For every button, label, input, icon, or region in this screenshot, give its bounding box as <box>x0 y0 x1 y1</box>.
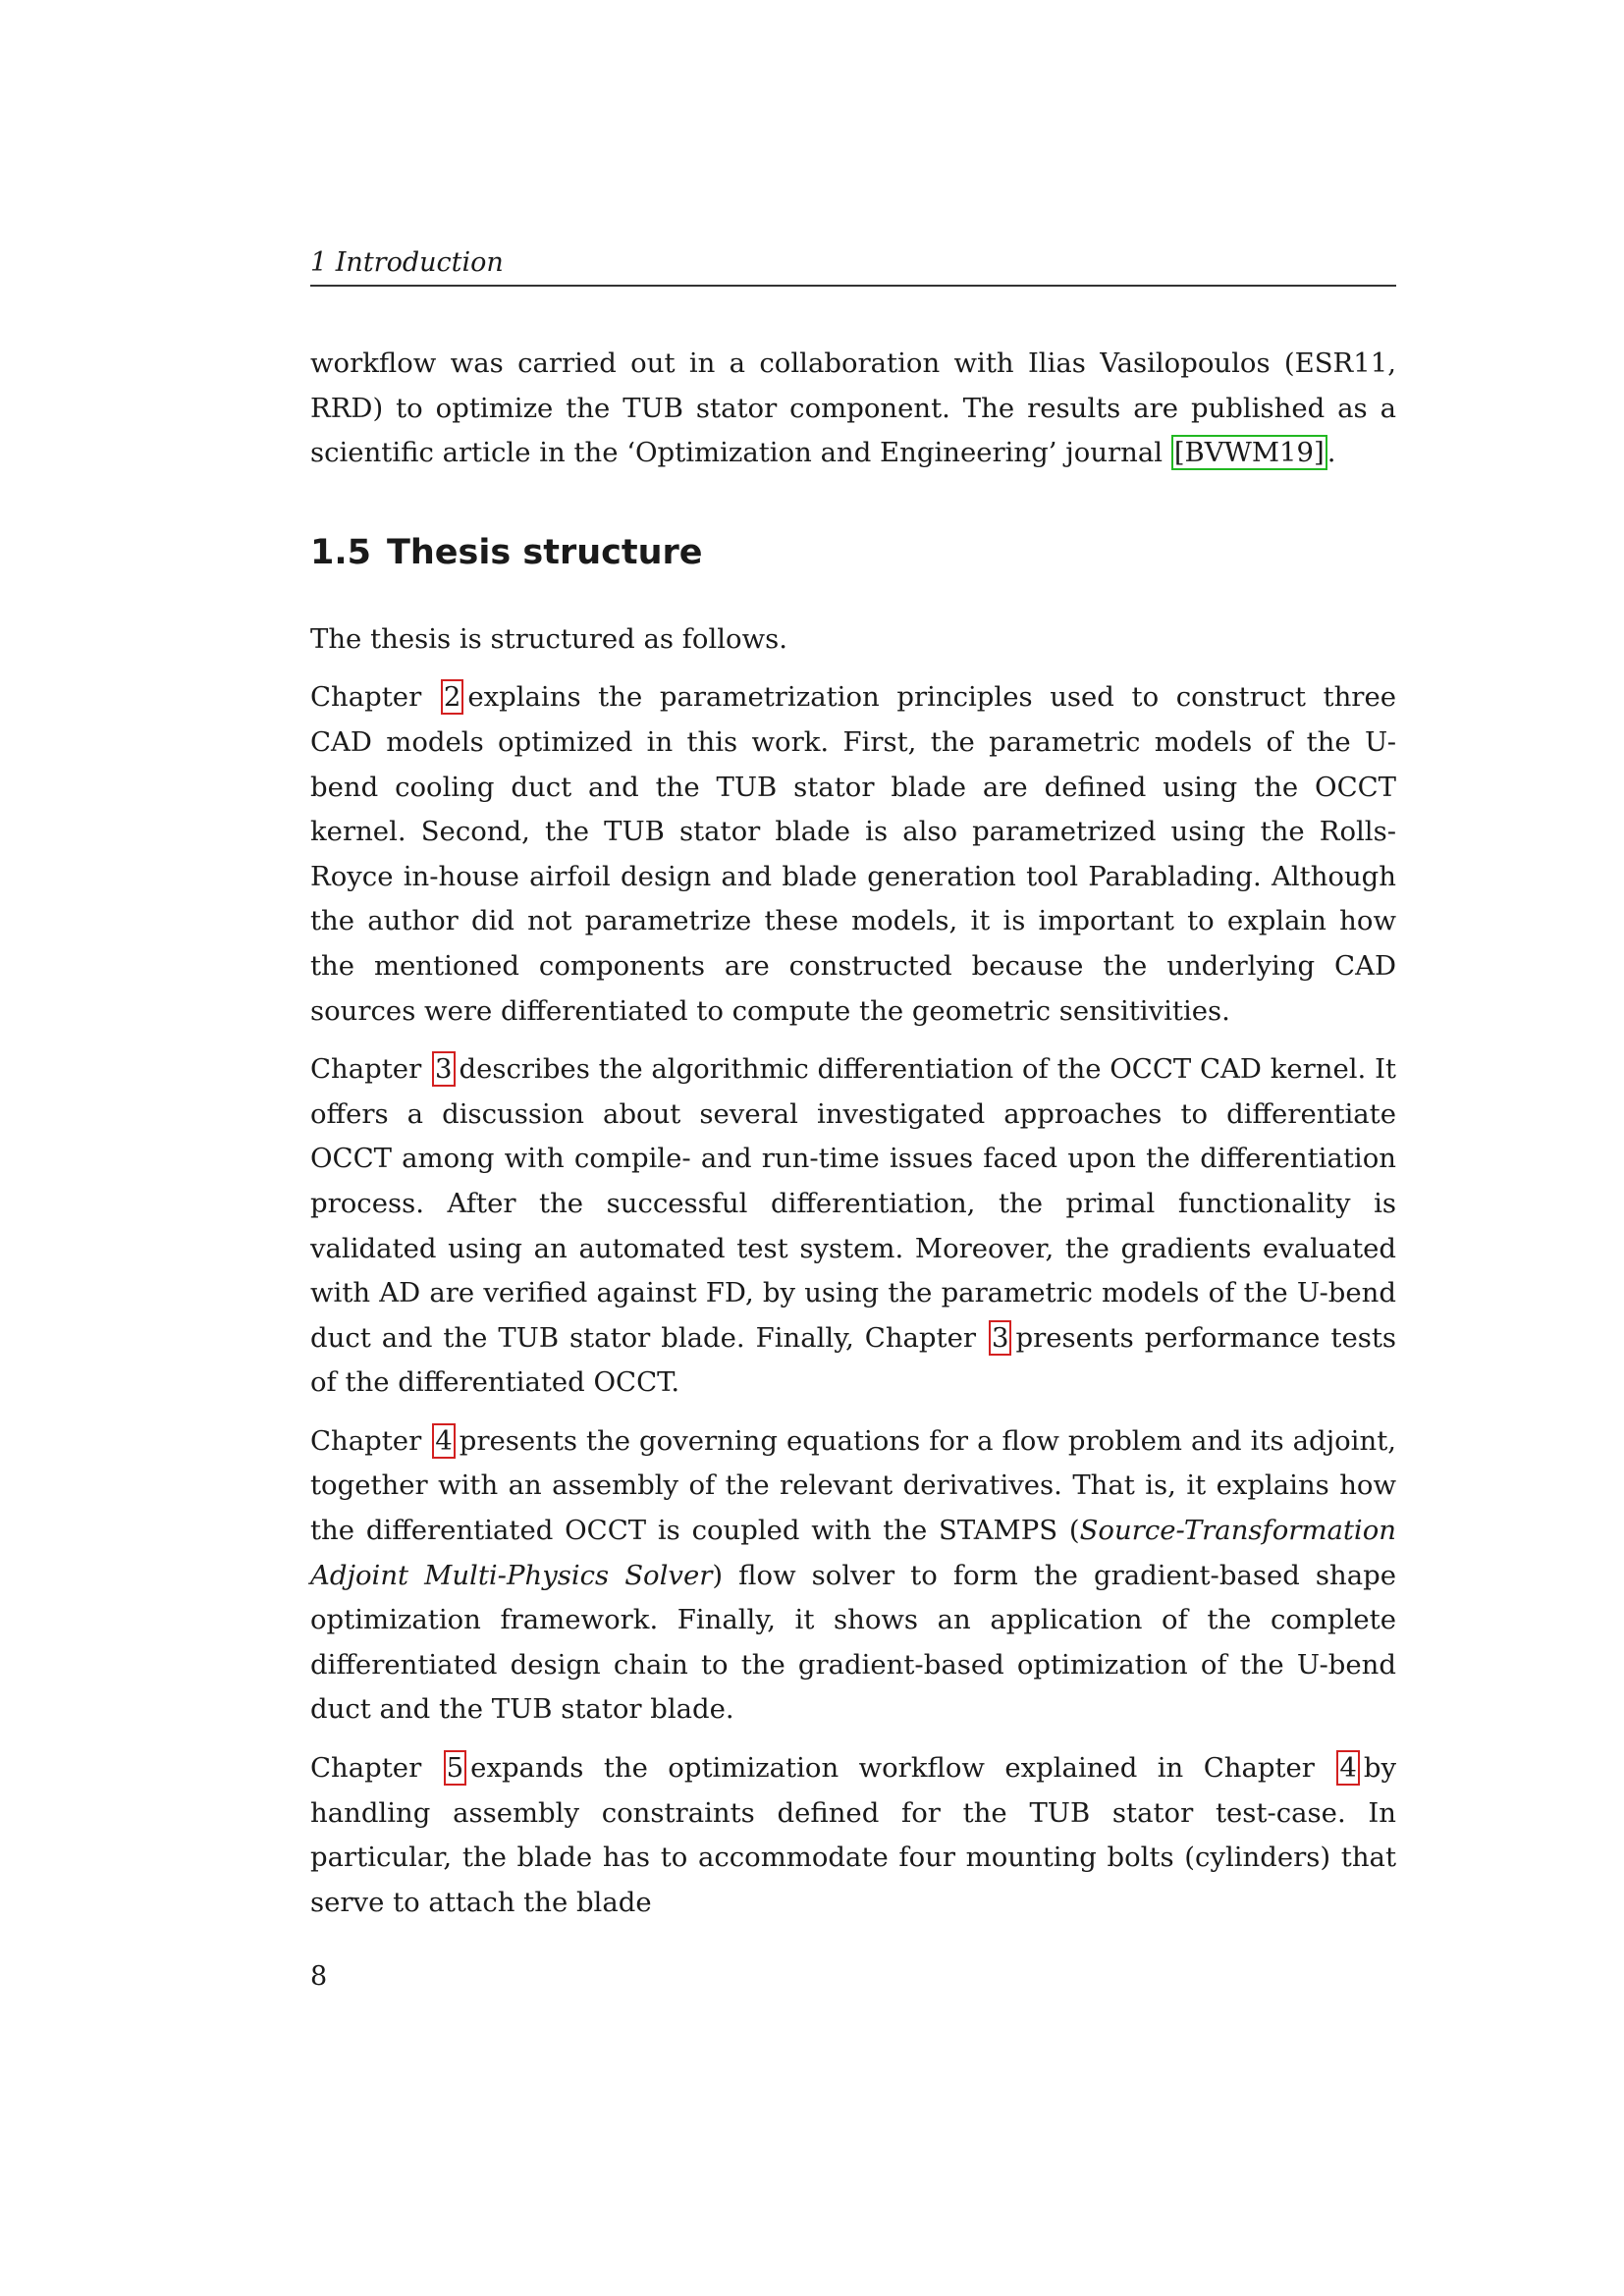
paragraph-text: presents performance tests of the differentiated OCCT. <box>310 1321 1397 1399</box>
paragraph-chapter-5 <box>310 1746 1396 1925</box>
paragraph-text: by handling assembly constraints defined for the TUB stator test-case. In particular, the blade has to accommodate four mounting bolts (cylinders) that serve to attach the blade <box>310 1752 1396 1918</box>
paragraph-text: expands the optimization workflow explained in Chapter <box>470 1752 1315 1785</box>
chapter-lead: Chapter <box>310 1752 422 1785</box>
page-number: 8 <box>310 1961 328 1992</box>
chapter-lead: Chapter <box>864 1321 977 1354</box>
citation-link-bvwm19[interactable]: [BVWM19] <box>1171 435 1327 470</box>
chapter-ref-link[interactable]: 4 <box>1336 1750 1360 1786</box>
section-number: 1.5 <box>310 532 372 572</box>
header-rule <box>310 285 1396 287</box>
paragraph-text: ) flow solver to form the gradient-based shape optimization framework. Finally, it shows an application of the complete differentiated design chain to the gradient-based optimization of the U-bend duct and the TUB stator blade. <box>310 1559 1396 1726</box>
intro-end: . <box>1326 437 1336 469</box>
section-title: Thesis structure <box>387 532 703 572</box>
intro-text: workflow was carried out in a collaboration with Ilias Vasilopoulos (ESR11, RRD) to optimize the TUB stator component. The results are published as a scientific article in the ‘Optimization and Engineering’ journal <box>310 347 1396 469</box>
paragraph-text: explains the parametrization principles used to construct three CAD models optimized in this work. First, the parametric models of the U-bend cooling duct and the TUB stator blade are defined using the OCCT kernel. Second, the TUB stator blade is also parametrized using the Rolls-Royce in-house airfoil design and blade generation tool Parablading. Although the author did not parametrize these models, it is important to explain how the mentioned components are constructed because the underlying CAD sources were differentiated to compute the geometric sensitivities. <box>310 681 1396 1027</box>
chapter-ref-link[interactable]: 3 <box>432 1051 456 1087</box>
intro-paragraph <box>310 342 1396 476</box>
paragraph-text: describes the algorithmic differentiation of the OCCT CAD kernel. It offers a discussion about several investigated approaches to differentiate OCCT among with compile- and run-time issues faced upon the differentiation process. After the successful differentiation, the primal functionality is validated using an automated test system. Moreover, the gradients evaluated with AD are verified against FD, by using the parametric models of the U-bend duct and the TUB stator blade. Finally, <box>310 1053 1396 1354</box>
solver-name-italic: Source-Transformation Adjoint Multi-Physics Solver <box>310 1515 1396 1591</box>
paragraph-chapter-4 <box>310 1419 1396 1733</box>
paragraph-text: presents the governing equations for a flow problem and its adjoint, together with an assembly of the relevant derivatives. That is, it explains how the differentiated OCCT is coupled with the STAMPS ( <box>310 1424 1396 1547</box>
chapter-ref-link[interactable]: 2 <box>441 679 464 715</box>
chapter-lead: Chapter <box>310 1424 422 1457</box>
running-head: 1 Introduction <box>310 247 504 278</box>
paragraph-structure-intro: The thesis is structured as follows. <box>310 622 787 655</box>
section-heading <box>310 531 1396 574</box>
chapter-ref-link[interactable]: 3 <box>989 1320 1012 1356</box>
chapter-ref-link[interactable]: 5 <box>444 1750 467 1786</box>
paragraph-chapter-3 <box>310 1047 1396 1406</box>
paragraph-chapter-2 <box>310 675 1396 1034</box>
chapter-ref-link[interactable]: 4 <box>432 1423 456 1459</box>
body-text <box>310 342 1396 1939</box>
chapter-lead: Chapter <box>310 1053 422 1086</box>
chapter-lead: Chapter <box>310 681 422 714</box>
